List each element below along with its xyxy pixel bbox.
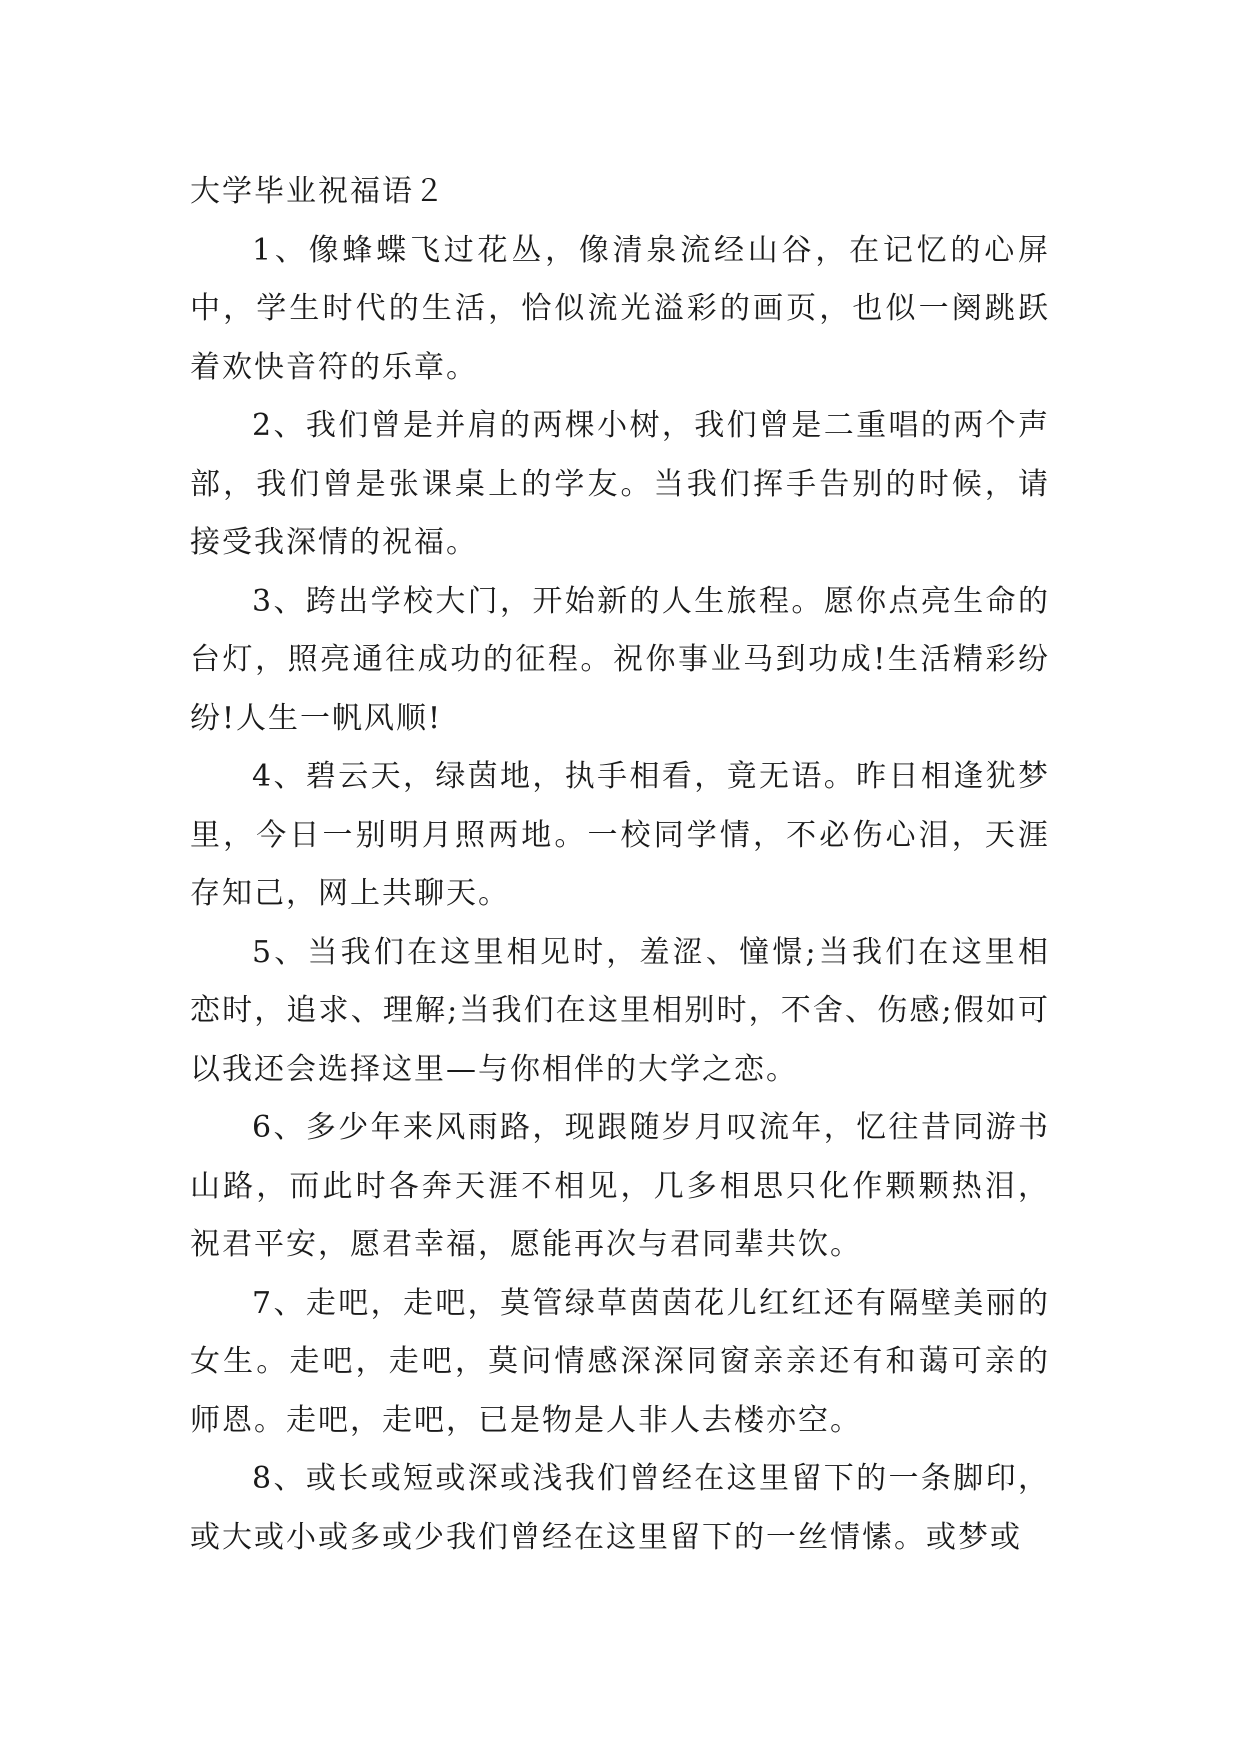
paragraph-8: 8、或长或短或深或浅我们曾经在这里留下的一条脚印，或大或小或多或少我们曾经在这里留下的一丝情愫。或梦或 [190, 1461, 1050, 1555]
paragraph-6: 6、多少年来风雨路，现跟随岁月叹流年，忆往昔同游书山路，而此时各奔天涯不相见，几多相思只化作颗颗热泪，祝君平安，愿君幸福，愿能再次与君同辈共饮。 [190, 1110, 1050, 1262]
paragraph-7: 7、走吧，走吧，莫管绿草茵茵花儿红红还有隔壁美丽的女生。走吧，走吧，莫问情感深深同窗亲亲还有和蔼可亲的师恩。走吧，走吧，已是物是人非人去楼亦空。 [190, 1285, 1050, 1438]
document-body [190, 163, 1050, 1567]
document-title: 大学毕业祝福语２ [190, 174, 446, 209]
paragraph-1: 1、像蜂蝶飞过花丛，像清泉流经山谷，在记忆的心屏中，学生时代的生活，恰似流光溢彩的画页，也似一阕跳跃着欢快音符的乐章。 [190, 232, 1050, 385]
paragraph-5: 5、当我们在这里相见时，羞涩、憧憬;当我们在这里相恋时，追求、理解;当我们在这里相别时，不舍、伤感;假如可以我还会选择这里—与你相伴的大学之恋。 [190, 934, 1050, 1087]
paragraph-3: 3、跨出学校大门，开始新的人生旅程。愿你点亮生命的台灯，照亮通往成功的征程。祝你事业马到功成!生活精彩纷纷!人生一帆风顺! [190, 583, 1050, 736]
paragraph-4: 4、碧云天，绿茵地，执手相看，竟无语。昨日相逢犹梦里，今日一别明月照两地。一校同学情，不必伤心泪，天涯存知己，网上共聊天。 [190, 759, 1050, 911]
paragraph-2: 2、我们曾是并肩的两棵小树，我们曾是二重唱的两个声部，我们曾是张课桌上的学友。当我们挥手告别的时候，请接受我深情的祝福。 [190, 408, 1050, 560]
